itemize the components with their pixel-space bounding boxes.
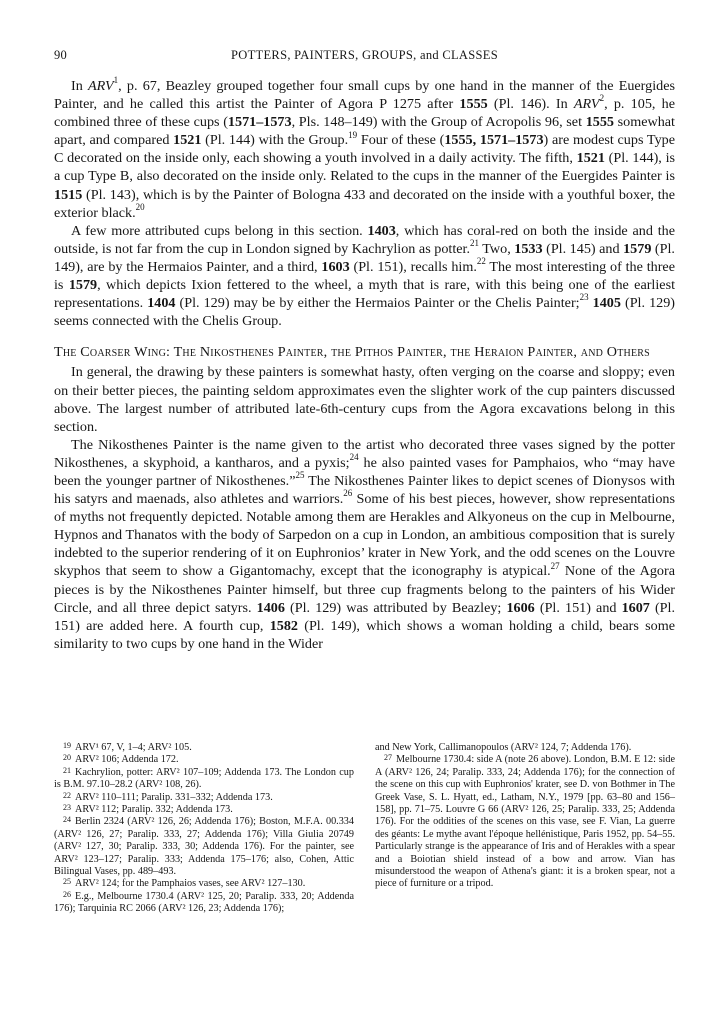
catalogue-number: 1521 xyxy=(173,132,202,149)
footnote xyxy=(54,891,354,916)
paragraph-4 xyxy=(54,436,675,653)
catalogue-number: 1555, 1571–1573 xyxy=(444,132,544,149)
footnote-text: ARV² 124; for the Pamphaios vases, see ARV² 127–130. xyxy=(75,878,306,890)
note-reference: 24 xyxy=(349,452,359,463)
note-reference: 21 xyxy=(469,238,479,249)
catalogue-number: 1555 xyxy=(585,114,614,131)
catalogue-number: 1582 xyxy=(269,617,298,634)
text-run: None of the Agora pieces is by the Nikosthenes Painter himself, but three cup fragments belong to the painters of his Wider Circle, and all three depict satyrs. xyxy=(54,563,675,616)
text-run: , p. 67, Beazley grouped together four small cups by one hand in the manner of the Euergides Painter, and he called this artist the Painter of Agora P 1275 after xyxy=(54,78,675,113)
note-reference: 23 xyxy=(579,292,589,303)
footnote-text: E.g., Melbourne 1730.4 (ARV² 125, 20; Paralip. 333, 20; Addenda 176); Tarquinia RC 2066 (ARV² 126, 23; Addenda 176); xyxy=(54,890,354,915)
footnote-text: ARV² 110–111; Paralip. 331–332; Addenda 173. xyxy=(75,791,273,803)
footnote-number: 20 xyxy=(63,753,71,763)
text-run: , which has coral-red on both the inside and the outside, is not far from the cup in London signed by Kachrylion as potter. xyxy=(54,222,675,257)
catalogue-number: 1579 xyxy=(68,277,98,294)
catalogue-number: 1579 xyxy=(623,240,652,257)
catalogue-number: 1405 xyxy=(592,295,621,312)
text-run: , which depicts Ixion fettered to the wheel, a myth that is rare, with this being one of the earliest representations. xyxy=(54,277,676,312)
note-reference: 19 xyxy=(348,129,358,140)
footnote xyxy=(54,742,354,754)
catalogue-number: 1533 xyxy=(514,240,543,257)
text-run: (Pl. 144), is a cup Type B, also decorated on the inside only. Related to the cups in the manner of the Euergides Painter is xyxy=(54,150,676,185)
text-run: (Pl. 129) seems connected with the Chelis Group. xyxy=(54,295,675,330)
note-reference: 25 xyxy=(295,470,305,481)
text-run: ) are modest cups Type C decorated on the inside only, each showing a youth involved in a daily activity. The fifth, xyxy=(54,132,675,167)
note-reference: 2 xyxy=(599,93,605,104)
footnotes-right-column xyxy=(375,742,675,916)
footnote-text: ARV¹ 67, V, 1–4; ARV² 105. xyxy=(75,742,192,753)
main-text xyxy=(54,77,675,653)
footnote xyxy=(54,792,354,804)
footnotes-left-column xyxy=(54,742,354,916)
note-reference: 20 xyxy=(135,201,145,212)
catalogue-number: 1515 xyxy=(54,186,83,203)
text-run: (Pl. 149), which shows a woman holding a child, bears some similarity to two cups by one hand in the Wider xyxy=(54,617,675,652)
text-run: somewhat apart, and compared xyxy=(54,114,675,149)
text-run: he also painted vases for Pamphaios, who “may have been the younger partner of Nikosthenes.” xyxy=(54,454,675,489)
paragraph-2 xyxy=(54,222,675,331)
footnote xyxy=(375,754,675,890)
text-run: Some of his best pieces, however, show representations of myths not frequently depicted. Notable among them are Herakles and Alkyoneus on the cup in Melbourne, Hypnos and Thanatos with the body of Sarpedon on a cup in London, an ambitious composition that is surely indebted to the superior rendering of it on Euphronios’ krater in New York, and the odd scenes on the Louvre skyphos that seem to show a Gigantomachy, except that the iconography is atypical. xyxy=(54,491,675,580)
text-run: The most interesting of the three is xyxy=(54,258,675,294)
text-run: A few more attributed cups belong in this section. xyxy=(71,222,368,239)
footnote-text: Kachrylion, potter: ARV² 107–109; Addenda 173. The London cup is B.M. 97.10–28.2 (ARV² 108, 26). xyxy=(54,766,354,791)
page-number: 90 xyxy=(54,48,68,62)
catalogue-number: 1521 xyxy=(576,150,605,167)
text-run: Four of these ( xyxy=(357,132,445,149)
catalogue-number: 1404 xyxy=(147,295,176,312)
footnote-number: 23 xyxy=(63,803,71,813)
footnote-text: Melbourne 1730.4: side A (note 26 above). London, B.M. E 12: side A (ARV² 126, 24; Paralip. 333, 24; Addenda 176); for the connection of the scene on this cup with Euphronios' krater, see D. von Bothmer in The Greek Vase, S. L. Hyatt, ed., Latham, N.Y., 1979 [pp. 63–80 and 156–158], pp. 71–75. Louvre G 66 (ARV² 126, 25; Paralip. 333, 25; Addenda 176). For the oddities of the scenes on this vase, see F. Vian, La guerre des géants: Le mythe avant l'époque hellénistique, Paris 1952, pp. 54–55. Particularly strange is the appearance of Iris and of Herakles with a spear and a Boiotian shield instead of a bow and arrow. Vian has misunderstood the weapon of Athena's giant: it is a broken spear, not a piece of furniture or a tripod. xyxy=(375,754,675,890)
running-header xyxy=(54,48,675,63)
text-run: (Pl. 144) with the Group. xyxy=(201,132,349,149)
footnote xyxy=(54,754,354,766)
footnote-number: 25 xyxy=(63,877,71,887)
footnote-text: ARV² 112; Paralip. 332; Addenda 173. xyxy=(75,804,233,816)
text-run: In general, the drawing by these painters is somewhat hasty, often verging on the coarse and sloppy; even on their better pieces, the painting seldom approximates even the slighter work of the cup painters discussed above. The largest number of attributed late-6th-century cups from the Agora excavations belong in this section. xyxy=(54,364,675,435)
text-run: (Pl. 149), are by the Hermaios Painter, and a third, xyxy=(54,240,675,275)
text-run: (Pl. 151), recalls him. xyxy=(349,258,477,275)
text-run: (Pl. 146). In xyxy=(487,96,574,113)
running-title: POTTERS, PAINTERS, GROUPS, and CLASSES xyxy=(231,48,498,62)
catalogue-number: 1603 xyxy=(321,258,350,275)
footnote xyxy=(54,816,354,878)
paragraph-3 xyxy=(54,363,675,435)
text-run: (Pl. 145) and xyxy=(542,240,624,257)
footnote xyxy=(54,767,354,792)
footnotes xyxy=(54,742,675,916)
text-run: (Pl. 129) may be by either the Hermaios Painter or the Chelis Painter; xyxy=(175,295,580,312)
text-run: In xyxy=(71,78,88,94)
text-run: The Nikosthenes Painter is the name given to the artist who decorated three vases signed by the potter Nikosthenes, a skyphoid, a kantharos, and a pyxis; xyxy=(54,436,675,471)
note-reference: 26 xyxy=(343,488,353,499)
text-run: , Pls. 148–149) with the Group of Acropolis 96, set xyxy=(291,114,586,131)
catalogue-number: 1403 xyxy=(367,222,396,239)
catalogue-number: 1555 xyxy=(459,96,488,113)
footnote-number: 24 xyxy=(63,815,71,825)
footnote xyxy=(375,742,675,754)
text-run: Two, xyxy=(478,240,515,257)
italic-term: ARV xyxy=(573,96,600,113)
footnote-number: 19 xyxy=(63,741,71,750)
footnote-number: 22 xyxy=(63,790,71,800)
footnote-number: 27 xyxy=(384,753,392,763)
page xyxy=(54,48,676,915)
text-run: (Pl. 143), which is by the Painter of Bologna 433 and decorated on the inside with a youthful boxer, the exterior black. xyxy=(54,186,675,221)
catalogue-number: 1606 xyxy=(506,599,535,616)
footnote-number: 21 xyxy=(63,765,71,775)
footnote-text: Berlin 2324 (ARV² 126, 26; Addenda 176); Boston, M.F.A. 00.334 (ARV² 126, 27; Paralip. 333, 27; Addenda 176); Villa Giulia 20749 (ARV² 127, 30; Paralip. 333, 30; Addenda 176). For the painter, see ARV² 123–127; Paralip. 333; Addenda 175–176; also, Cohen, Attic Bilingual Vases, pp. 489–493. xyxy=(54,816,354,878)
text-run: The Nikosthenes Painter likes to depict scenes of Dionysos with his satyrs and maenads, also athletes and warriors. xyxy=(54,472,675,508)
catalogue-number: 1406 xyxy=(256,599,285,616)
text-run: , p. 105, he combined three of these cups ( xyxy=(54,96,676,131)
text-run: (Pl. 151) are added here. A fourth cup, xyxy=(54,599,676,634)
note-reference: 27 xyxy=(550,560,560,571)
italic-term: ARV xyxy=(88,78,114,94)
footnote xyxy=(54,804,354,816)
text-run: (Pl. 129) was attributed by Beazley; xyxy=(284,599,507,616)
footnote-text: ARV² 106; Addenda 172. xyxy=(75,754,179,766)
footnote-number: 26 xyxy=(63,889,71,899)
text-run: (Pl. 151) and xyxy=(534,599,622,616)
catalogue-number: 1607 xyxy=(621,599,650,616)
note-reference: 1 xyxy=(113,75,119,86)
catalogue-number: 1571–1573 xyxy=(227,114,292,131)
note-reference: 22 xyxy=(476,256,486,267)
section-heading: The Coarser Wing: The Nikosthenes Painter, the Pithos Painter, the Heraion Painter, and Others xyxy=(54,344,650,361)
footnote-text: and New York, Callimanopoulos (ARV² 124, 7; Addenda 176). xyxy=(375,742,632,753)
paragraph-1 xyxy=(54,77,675,222)
footnote xyxy=(54,878,354,890)
